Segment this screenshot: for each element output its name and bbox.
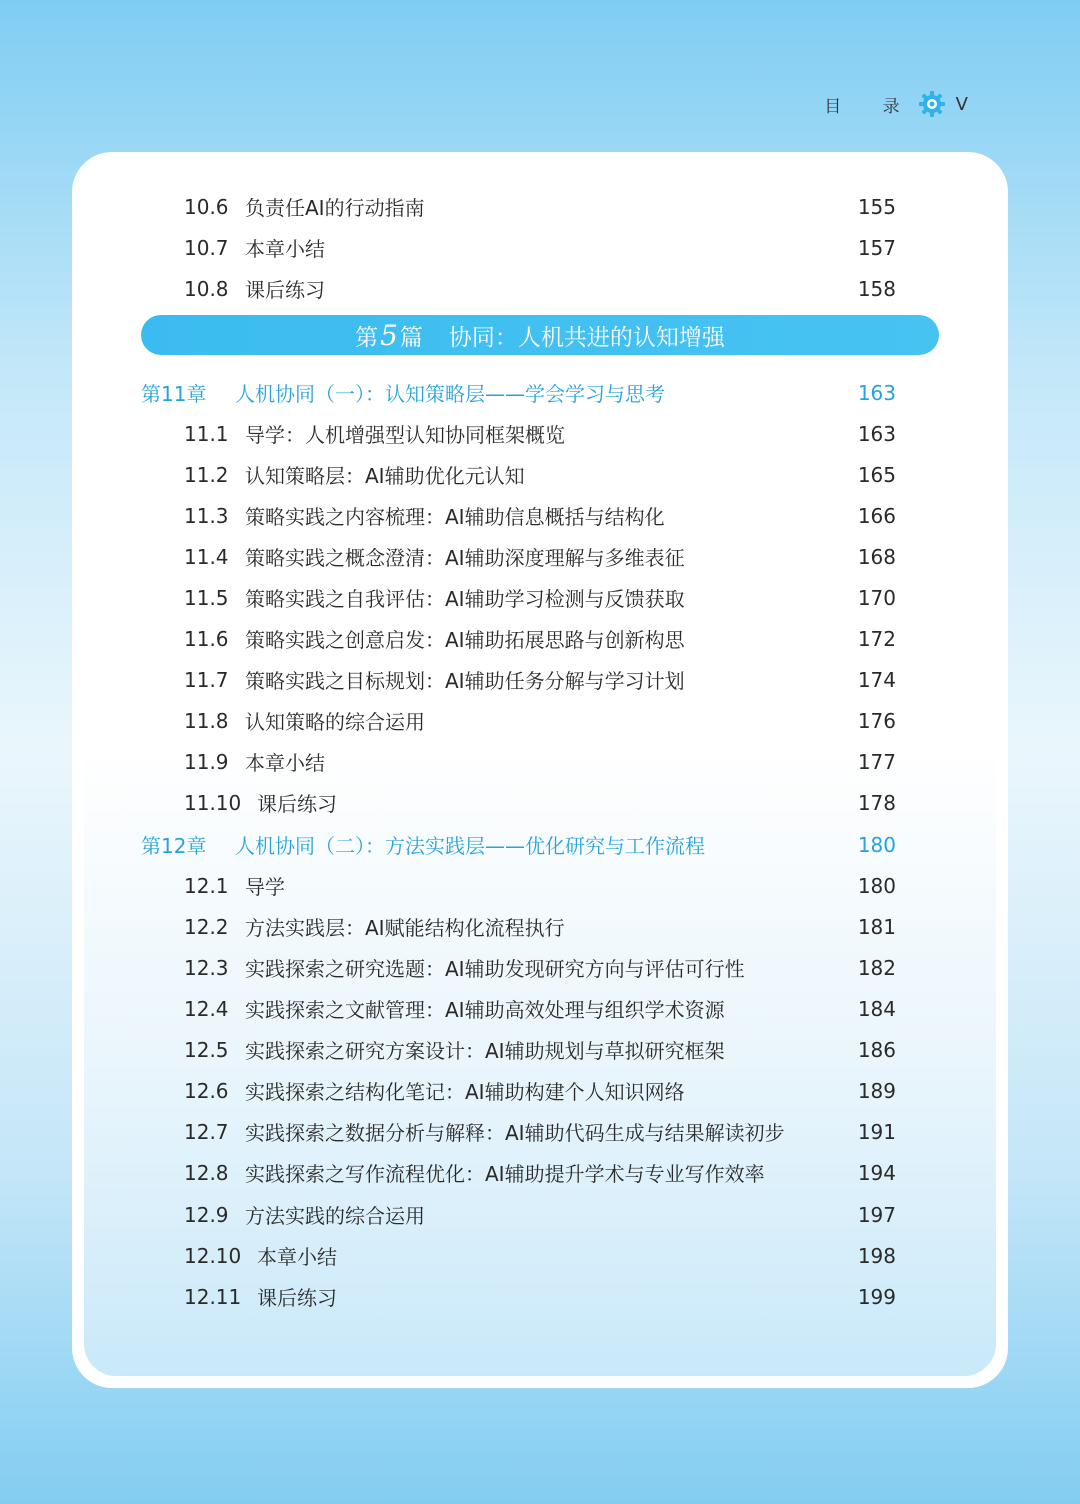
section-title: 导学：人机增强型认知协同框架概览 bbox=[245, 423, 565, 447]
section-page: 163 bbox=[857, 421, 896, 446]
section-title: 策略实践之创意启发：AI辅助拓展思路与创新构思 bbox=[245, 628, 685, 652]
toc-entry[interactable] bbox=[0, 906, 1080, 947]
section-number: 11.3 bbox=[184, 503, 229, 528]
gear-icon bbox=[918, 90, 946, 118]
toc-entry[interactable] bbox=[0, 454, 1080, 495]
section-label: 目 录 bbox=[824, 96, 918, 117]
toc-entry[interactable] bbox=[0, 659, 1080, 700]
section-title: 方法实践层：AI赋能结构化流程执行 bbox=[245, 916, 565, 940]
toc-entry[interactable] bbox=[0, 268, 1080, 309]
chapter-number: 第12章 bbox=[141, 834, 207, 858]
section-number: 11.6 bbox=[184, 626, 229, 651]
section-title: 实践探索之研究方案设计：AI辅助规划与草拟研究框架 bbox=[245, 1039, 725, 1063]
section-title: 本章小结 bbox=[245, 751, 325, 775]
section-title: 课后练习 bbox=[257, 1286, 337, 1310]
section-page: 197 bbox=[857, 1202, 896, 1227]
section-number: 12.10 bbox=[184, 1243, 242, 1268]
part-prefix: 第 bbox=[355, 324, 379, 351]
section-page: 182 bbox=[857, 955, 896, 980]
section-page: 198 bbox=[857, 1243, 896, 1268]
section-page: 157 bbox=[857, 235, 896, 260]
part-number: 5 bbox=[380, 318, 398, 352]
section-page: 191 bbox=[857, 1119, 896, 1144]
section-page: 199 bbox=[857, 1284, 896, 1309]
section-page: 180 bbox=[857, 873, 896, 898]
chapter-heading-11[interactable] bbox=[0, 372, 1080, 413]
section-number: 10.6 bbox=[184, 194, 229, 219]
section-page: 174 bbox=[857, 667, 896, 692]
section-page: 170 bbox=[857, 585, 896, 610]
toc-entry[interactable] bbox=[0, 1276, 1080, 1317]
toc-entry[interactable] bbox=[0, 1194, 1080, 1235]
section-page: 178 bbox=[857, 790, 896, 815]
section-page: 177 bbox=[857, 749, 896, 774]
section-page: 194 bbox=[857, 1160, 896, 1185]
section-title: 导学 bbox=[245, 875, 285, 899]
section-number: 11.9 bbox=[184, 749, 229, 774]
chapter-title: 人机协同（一）：认知策略层——学会学习与思考 bbox=[235, 382, 665, 406]
section-page: 189 bbox=[857, 1078, 896, 1103]
page-number: V bbox=[955, 93, 968, 115]
section-title: 实践探索之写作流程优化：AI辅助提升学术与专业写作效率 bbox=[245, 1162, 765, 1186]
toc-entry[interactable] bbox=[0, 227, 1080, 268]
section-title: 负责任AI的行动指南 bbox=[245, 196, 425, 220]
part-suffix: 篇 bbox=[399, 324, 423, 351]
section-page: 176 bbox=[857, 708, 896, 733]
section-number: 12.8 bbox=[184, 1160, 229, 1185]
section-page: 158 bbox=[857, 276, 896, 301]
part-title: 协同：人机共进的认知增强 bbox=[448, 324, 725, 351]
toc-entry[interactable] bbox=[0, 536, 1080, 577]
section-number: 11.5 bbox=[184, 585, 229, 610]
running-header bbox=[824, 86, 968, 122]
section-title: 实践探索之研究选题：AI辅助发现研究方向与评估可行性 bbox=[245, 957, 745, 981]
chapter-page: 180 bbox=[857, 832, 896, 857]
section-title: 课后练习 bbox=[257, 792, 337, 816]
toc-entry[interactable] bbox=[0, 186, 1080, 227]
part-label bbox=[355, 319, 423, 352]
toc-entry[interactable] bbox=[0, 618, 1080, 659]
section-title: 课后练习 bbox=[245, 278, 325, 302]
toc-entry[interactable] bbox=[0, 1029, 1080, 1070]
section-number: 12.3 bbox=[184, 955, 229, 980]
section-title: 实践探索之数据分析与解释：AI辅助代码生成与结果解读初步 bbox=[245, 1121, 785, 1145]
section-page: 155 bbox=[857, 194, 896, 219]
section-number: 12.9 bbox=[184, 1202, 229, 1227]
section-title: 策略实践之概念澄清：AI辅助深度理解与多维表征 bbox=[245, 546, 685, 570]
section-title: 方法实践的综合运用 bbox=[245, 1204, 425, 1228]
toc-entry[interactable] bbox=[0, 865, 1080, 906]
chapter-number: 第11章 bbox=[141, 382, 207, 406]
section-number: 11.1 bbox=[184, 421, 229, 446]
section-number: 10.8 bbox=[184, 276, 229, 301]
section-title: 实践探索之结构化笔记：AI辅助构建个人知识网络 bbox=[245, 1080, 685, 1104]
section-title: 策略实践之自我评估：AI辅助学习检测与反馈获取 bbox=[245, 587, 685, 611]
section-number: 12.5 bbox=[184, 1037, 229, 1062]
section-number: 11.2 bbox=[184, 462, 229, 487]
section-page: 181 bbox=[857, 914, 896, 939]
chapter-title: 人机协同（二）：方法实践层——优化研究与工作流程 bbox=[235, 834, 705, 858]
section-title: 认知策略的综合运用 bbox=[245, 710, 425, 734]
section-page: 172 bbox=[857, 626, 896, 651]
section-page: 184 bbox=[857, 996, 896, 1021]
toc-entry[interactable] bbox=[0, 1070, 1080, 1111]
toc-entry[interactable] bbox=[0, 988, 1080, 1029]
toc-entry[interactable] bbox=[0, 1235, 1080, 1276]
section-number: 12.1 bbox=[184, 873, 229, 898]
section-title: 本章小结 bbox=[257, 1245, 337, 1269]
toc-entry[interactable] bbox=[0, 495, 1080, 536]
toc-entry[interactable] bbox=[0, 947, 1080, 988]
section-title: 策略实践之目标规划：AI辅助任务分解与学习计划 bbox=[245, 669, 685, 693]
toc-entry[interactable] bbox=[0, 1152, 1080, 1193]
section-page: 186 bbox=[857, 1037, 896, 1062]
section-page: 168 bbox=[857, 544, 896, 569]
toc-entry[interactable] bbox=[0, 1111, 1080, 1152]
section-number: 11.4 bbox=[184, 544, 229, 569]
toc-entry[interactable] bbox=[0, 741, 1080, 782]
section-title: 策略实践之内容梳理：AI辅助信息概括与结构化 bbox=[245, 505, 665, 529]
toc-entry[interactable] bbox=[0, 413, 1080, 454]
section-number: 12.11 bbox=[184, 1284, 242, 1309]
section-number: 10.7 bbox=[184, 235, 229, 260]
toc-entry[interactable] bbox=[0, 782, 1080, 823]
section-number: 12.7 bbox=[184, 1119, 229, 1144]
section-title: 实践探索之文献管理：AI辅助高效处理与组织学术资源 bbox=[245, 998, 725, 1022]
chapter-page: 163 bbox=[857, 380, 896, 405]
section-number: 11.10 bbox=[184, 790, 242, 815]
section-page: 166 bbox=[857, 503, 896, 528]
section-number: 11.7 bbox=[184, 667, 229, 692]
toc-entry[interactable] bbox=[0, 577, 1080, 618]
part-banner[interactable] bbox=[141, 315, 939, 355]
section-number: 12.6 bbox=[184, 1078, 229, 1103]
chapter-heading-12[interactable] bbox=[0, 824, 1080, 865]
toc-entry[interactable] bbox=[0, 700, 1080, 741]
section-number: 12.4 bbox=[184, 996, 229, 1021]
section-title: 认知策略层：AI辅助优化元认知 bbox=[245, 464, 525, 488]
section-number: 12.2 bbox=[184, 914, 229, 939]
section-title: 本章小结 bbox=[245, 237, 325, 261]
section-number: 11.8 bbox=[184, 708, 229, 733]
section-page: 165 bbox=[857, 462, 896, 487]
